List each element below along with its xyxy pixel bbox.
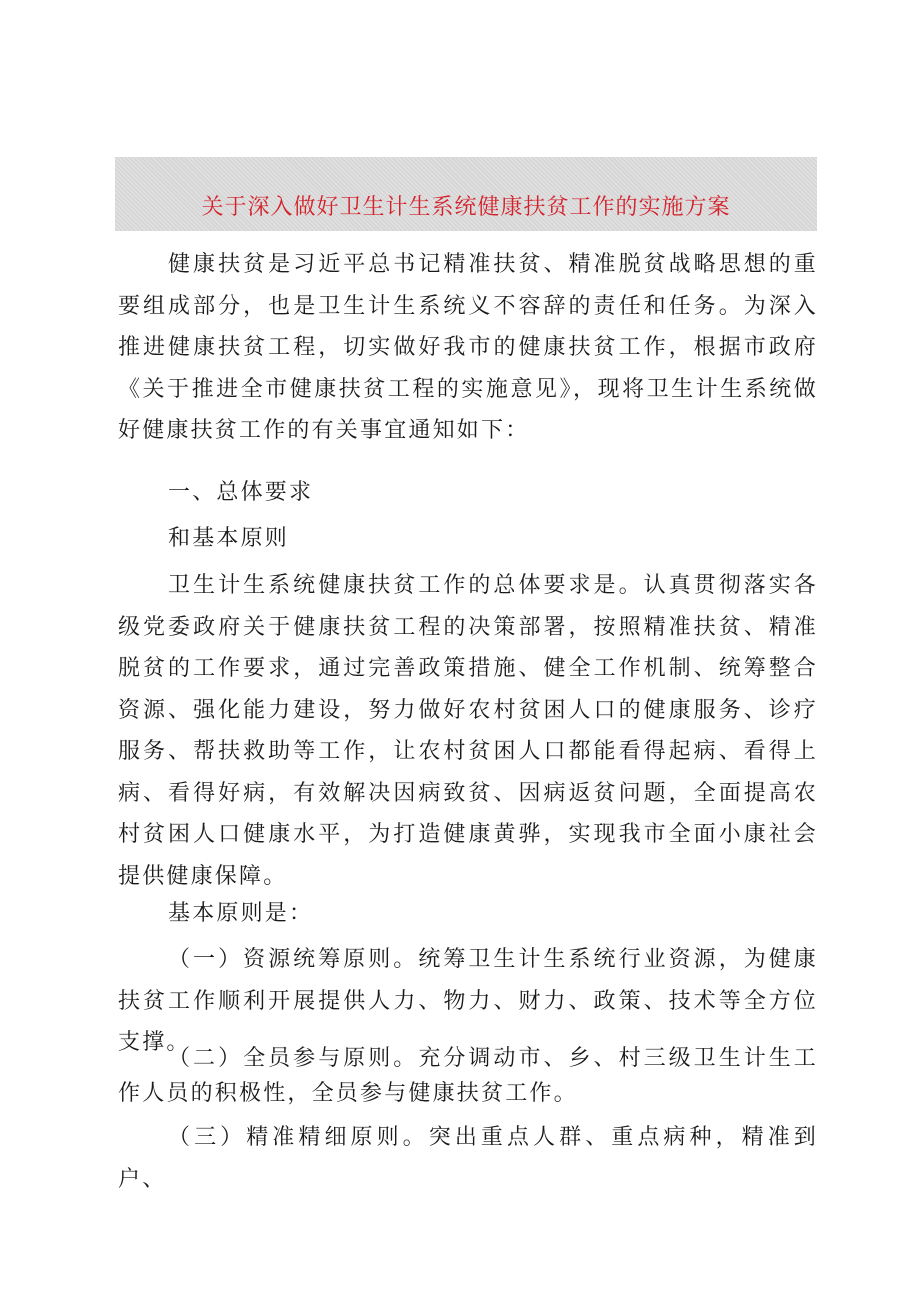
principle-2-paragraph: （二）全员参与原则。充分调动市、乡、村三级卫生计生工作人员的积极性，全员参与健康扶贫工作。 xyxy=(118,1046,818,1106)
principle-3-paragraph: （三）精准精细原则。突出重点人群、重点病种，精准到户、 xyxy=(118,1125,818,1192)
general-requirements-paragraph: 卫生计生系统健康扶贫工作的总体要求是。认真贯彻落实各级党委政府关于健康扶贫工程的决策部署，按照精准扶贫、精准脱贫的工作要求，通过完善政策措施、健全工作机制、统筹整合资源、强化能力建设，努力做好农村贫困人口的健康服务、诊疗服务、帮扶救助等工作，让农村贫困人口都能看得起病、看得上病、看得好病，有效解决因病致贫、因病返贫问题，全面提高农村贫困人口健康水平，为打造健康黄骅，实现我市全面小康社会提供健康保障。 xyxy=(118,573,818,889)
basic-principles-label: 基本原则是： xyxy=(168,901,314,926)
intro-paragraph: 健康扶贫是习近平总书记精准扶贫、精准脱贫战略思想的重要组成部分，也是卫生计生系统义不容辞的责任和任务。为深入推进健康扶贫工程，切实做好我市的健康扶贫工作，根据市政府《关于推进全市健康扶贫工程的实施意见》，现将卫生计生系统做好健康扶贫工作的有关事宜通知如下： xyxy=(118,252,818,443)
principle-1-paragraph: （一）资源统筹原则。统筹卫生计生系统行业资源，为健康扶贫工作顺利开展提供人力、物力、财力、政策、技术等全方位支撑。 xyxy=(118,947,818,1055)
title-banner xyxy=(115,157,817,231)
section-heading-general-requirements: 一、总体要求 xyxy=(168,480,314,505)
section-heading-continuation: 和基本原则 xyxy=(168,526,290,551)
document-title: 关于深入做好卫生计生系统健康扶贫工作的实施方案 xyxy=(201,194,731,220)
